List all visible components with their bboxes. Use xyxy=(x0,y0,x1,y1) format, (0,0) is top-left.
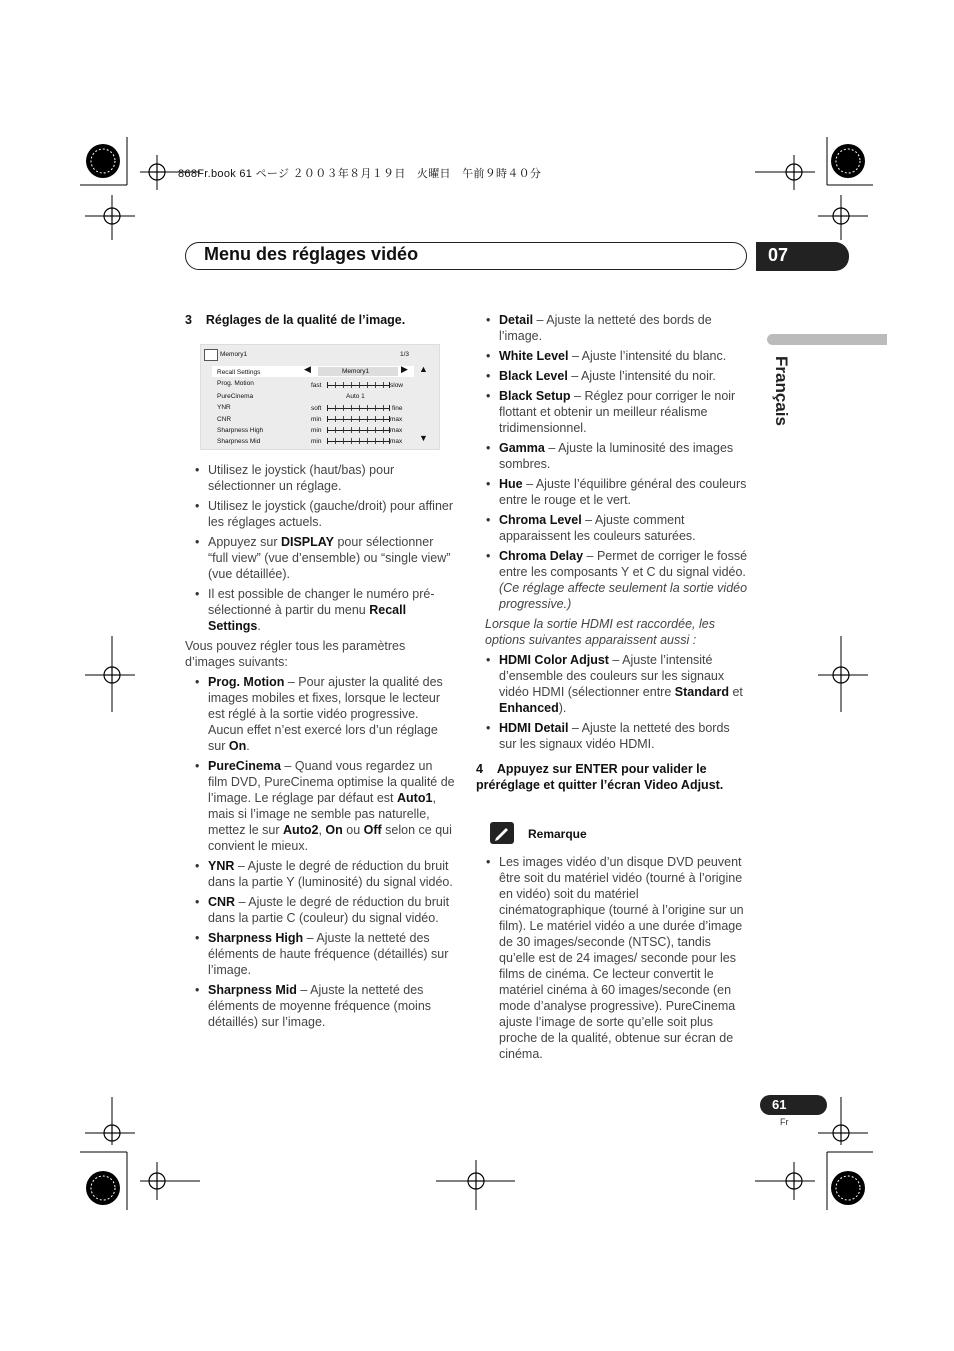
row-max: slow xyxy=(390,382,404,389)
language-label: Français xyxy=(772,356,791,426)
row-min: fast xyxy=(311,382,322,389)
note-pencil-icon xyxy=(490,822,514,844)
item-hdmi-detail: • HDMI Detail – Ajuste la netteté des bords sur les signaux vidéo HDMI. xyxy=(476,720,748,752)
bullet-joystick-updown: • Utilisez le joystick (haut/bas) pour sélectionner un réglage. xyxy=(185,462,455,494)
item-hue: • Hue – Ajuste l’équilibre général des couleurs entre le rouge et le vert. xyxy=(476,476,748,508)
item-hdmi-color-adjust: • HDMI Color Adjust – Ajuste l’intensité d’ensemble des couleurs sur les signaux vidéo HDMI (sélectionner entre Standard et Enhanced). xyxy=(476,652,748,716)
item-cnr: • CNR – Ajuste le degré de réduction du bruit dans la partie C (couleur) du signal vidéo. xyxy=(185,894,455,926)
page-title: Menu des réglages vidéo xyxy=(204,244,419,264)
remark-section xyxy=(476,854,746,1062)
video-adjust-screen xyxy=(200,344,440,450)
row-min: min xyxy=(311,438,322,445)
slider-prog-motion[interactable] xyxy=(327,382,390,388)
item-prog-motion: • Prog. Motion – Pour ajuster la qualité des images mobiles et fixes, lorsque le lecteur est réglé à la sortie vidéo progressive. Aucun effet n’est exercé lors d’un réglage sur On. xyxy=(185,674,455,754)
left-arrow-icon[interactable]: ◀ xyxy=(304,364,311,374)
item-sharpness-mid: • Sharpness Mid – Ajuste la netteté des éléments de moyenne fréquence (moins détaillés) sur l’image. xyxy=(185,982,455,1030)
right-arrow-icon[interactable]: ▶ xyxy=(401,364,408,374)
slider-sharpness-mid[interactable] xyxy=(327,438,390,444)
chapter-number: 07 xyxy=(768,245,789,265)
row-label: YNR xyxy=(217,404,231,411)
right-column xyxy=(476,312,748,793)
row-min: soft xyxy=(311,405,322,412)
row-max: max xyxy=(390,438,403,445)
hdmi-note: Lorsque la sortie HDMI est raccordée, les options suivantes apparaissent aussi : xyxy=(485,617,715,647)
item-ynr: • YNR – Ajuste le degré de réduction du bruit dans la partie Y (luminosité) du signal vidéo. xyxy=(185,858,455,890)
down-arrow-icon[interactable]: ▼ xyxy=(419,433,428,443)
row-min: min xyxy=(311,416,322,423)
row-label: Sharpness Mid xyxy=(217,438,261,445)
up-arrow-icon[interactable]: ▲ xyxy=(419,364,428,374)
step-3: 3 Réglages de la qualité de l’image. xyxy=(185,313,406,327)
row-label: Recall Settings xyxy=(217,369,261,376)
row-max: fine xyxy=(392,405,403,412)
page-language: Fr xyxy=(780,1117,789,1127)
slider-sharpness-high[interactable] xyxy=(327,427,390,433)
slider-ynr[interactable] xyxy=(327,405,390,411)
page-number-badge xyxy=(760,1095,827,1115)
bullet-joystick-leftright: • Utilisez le joystick (gauche/droit) pour affiner les réglages actuels. xyxy=(185,498,455,530)
step-4: 4 Appuyez sur ENTER pour valider le préréglage et quitter l’écran Video Adjust. xyxy=(476,762,724,792)
left-column xyxy=(185,312,453,328)
item-chroma-delay: • Chroma Delay – Permet de corriger le fossé entre les composants Y et C du signal vidéo. (Ce réglage affecte seulement la sortie vidéo progressive.) xyxy=(476,548,748,612)
remark-title: Remarque xyxy=(528,827,587,841)
slider-cnr[interactable] xyxy=(327,416,390,422)
item-gamma: • Gamma – Ajuste la luminosité des images sombres. xyxy=(476,440,748,472)
item-black-setup: • Black Setup – Réglez pour corriger le noir flottant et obtenir un meilleur réalisme tridimensionnel. xyxy=(476,388,748,436)
item-sharpness-high: • Sharpness High – Ajuste la netteté des éléments de haute fréquence (détaillés) sur l’image. xyxy=(185,930,455,978)
bullet-display: • Appuyez sur DISPLAY pour sélectionner “full view” (vue d’ensemble) ou “single view” (vue détaillée). xyxy=(185,534,455,582)
remark-text: • Les images vidéo d’un disque DVD peuvent être soit du matériel vidéo (tourné à l’origine en vidéo) soit du matériel cinématographique (tourné à l’origine sur un film). Le matériel vidéo a une durée d’image de 30 images/seconde (NTSC), tandis qu’elle est de 24 images/ seconde pour les films de cinéma. Ce lecteur convertit le matériel cinéma à 60 images/seconde (en mode d’analyse progressive). PureCinema ajuste l’image de sorte qu’elle soit plus proche de la qualité, obtenue sur écran de cinéma. xyxy=(476,854,746,1062)
left-column-body xyxy=(185,462,455,1030)
row-max: max xyxy=(390,427,403,434)
row-max: max xyxy=(390,416,403,423)
bullet-recall: • Il est possible de changer le numéro pré-sélectionné à partir du menu Recall Settings. xyxy=(185,586,455,634)
page-number: 61 xyxy=(772,1097,787,1112)
screen-icon xyxy=(204,349,218,361)
row-label: CNR xyxy=(217,416,232,423)
row-value: Auto 1 xyxy=(346,393,365,400)
row-label: Sharpness High xyxy=(217,427,264,434)
language-tab xyxy=(767,334,887,345)
screen-menu-name: Memory1 xyxy=(220,351,248,358)
row-value: Memory1 xyxy=(342,368,370,375)
file-header: 868Fr.book 61 ページ ２００３年８月１９日 火曜日 午前９時４０分 xyxy=(178,168,542,180)
item-purecinema: • PureCinema – Quand vous regardez un film DVD, PureCinema optimise la qualité de l’image. Le réglage par défaut est Auto1, mais si l’image ne semble pas naturelle, mettez le sur Auto2, On ou Off selon ce qui convient le mieux. xyxy=(185,758,455,854)
item-chroma-level: • Chroma Level – Ajuste comment apparaissent les couleurs saturées. xyxy=(476,512,748,544)
row-label: Prog. Motion xyxy=(217,380,254,387)
row-label: PureCinema xyxy=(217,393,254,400)
item-black-level: • Black Level – Ajuste l’intensité du noir. xyxy=(476,368,748,384)
screen-page: 1/3 xyxy=(400,351,410,358)
item-white-level: • White Level – Ajuste l’intensité du blanc. xyxy=(476,348,748,364)
item-detail: • Detail – Ajuste la netteté des bords de l’image. xyxy=(476,312,748,344)
row-min: min xyxy=(311,427,322,434)
intro-paragraph: Vous pouvez régler tous les paramètres d’images suivants: xyxy=(185,639,406,669)
